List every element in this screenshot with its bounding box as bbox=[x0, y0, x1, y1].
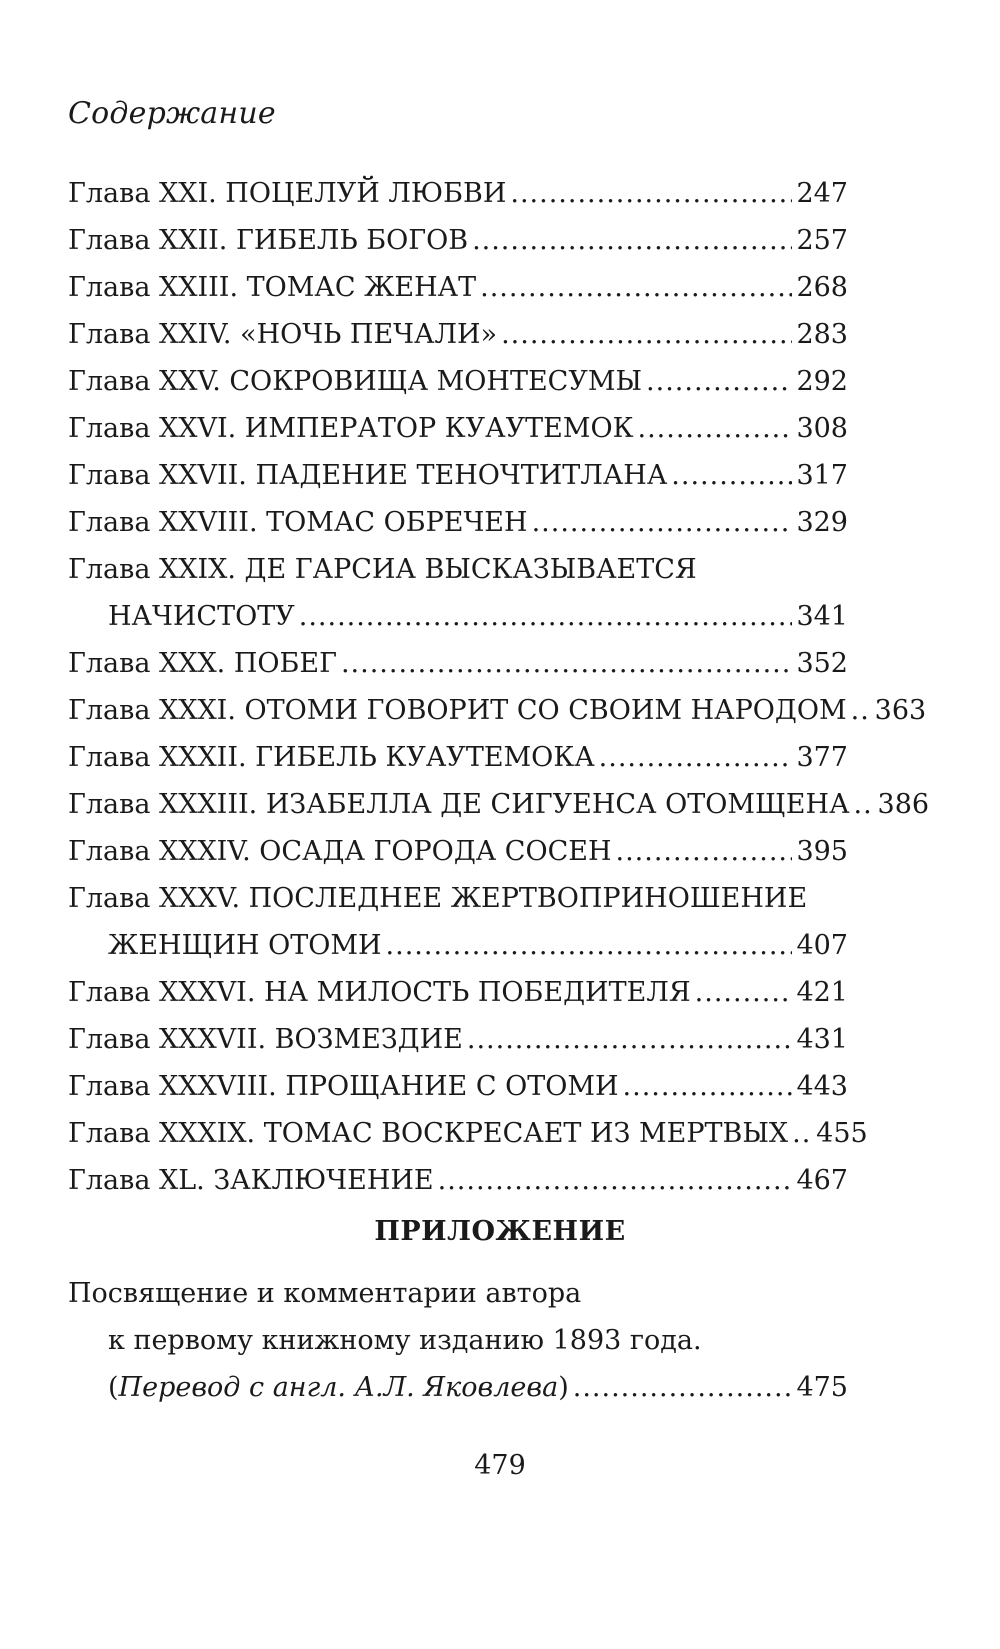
toc-entry bbox=[68, 781, 930, 828]
dot-leader bbox=[341, 640, 793, 687]
toc-entry-title: Глава XXXVIII. ПРОЩАНИЕ С ОТОМИ bbox=[68, 1071, 619, 1102]
table-of-contents bbox=[68, 170, 930, 1204]
appendix-paren-open: ( bbox=[108, 1372, 119, 1403]
toc-entry-title: Глава XXX. ПОБЕГ bbox=[68, 648, 337, 679]
toc-entry-title: Глава XXVII. ПАДЕНИЕ ТЕНОЧТИТЛАНА bbox=[68, 460, 668, 491]
appendix-heading: ПРИЛОЖЕНИЕ bbox=[374, 1216, 626, 1247]
dot-leader bbox=[480, 264, 792, 311]
appendix-paren-close: ) bbox=[558, 1372, 569, 1403]
toc-entry-page: 386 bbox=[877, 789, 930, 820]
toc-entry-page: 292 bbox=[796, 366, 848, 397]
toc-entry-title: Глава XXXVII. ВОЗМЕЗДИЕ bbox=[68, 1024, 463, 1055]
dot-leader bbox=[438, 1157, 793, 1204]
toc-entry bbox=[68, 1110, 868, 1157]
dot-leader bbox=[467, 1016, 793, 1063]
toc-entry bbox=[68, 452, 848, 499]
toc-entry-title: Глава XXXVI. НА МИЛОСТЬ ПОБЕДИТЕЛЯ bbox=[68, 977, 691, 1008]
dot-leader bbox=[638, 405, 793, 452]
dot-leader bbox=[599, 734, 793, 781]
toc-entry bbox=[68, 311, 848, 358]
dot-leader bbox=[573, 1364, 793, 1411]
toc-entry-title: Глава XXXII. ГИБЕЛЬ КУАУТЕМОКА bbox=[68, 742, 595, 773]
dot-leader bbox=[792, 1110, 812, 1157]
toc-entry-page: 443 bbox=[796, 1071, 848, 1102]
dot-leader bbox=[854, 781, 874, 828]
toc-entry-title-continued: НАЧИСТОТУ bbox=[108, 601, 295, 632]
toc-entry-title: Глава XXI. ПОЦЕЛУЙ ЛЮБВИ bbox=[68, 178, 507, 209]
toc-entry-title: Глава XXII. ГИБЕЛЬ БОГОВ bbox=[68, 225, 469, 256]
toc-entry bbox=[68, 687, 927, 734]
toc-entry-title: Глава XXXV. ПОСЛЕДНЕЕ ЖЕРТВОПРИНОШЕНИЕ bbox=[68, 883, 808, 914]
dot-leader bbox=[532, 499, 793, 546]
toc-entry bbox=[68, 170, 848, 217]
dot-leader bbox=[510, 170, 792, 217]
toc-entry bbox=[68, 499, 848, 546]
toc-entry-page: 257 bbox=[796, 225, 848, 256]
dot-leader bbox=[501, 311, 792, 358]
toc-entry-page: 268 bbox=[796, 272, 848, 303]
toc-entry-page: 308 bbox=[796, 413, 848, 444]
toc-entry bbox=[68, 217, 848, 264]
toc-entry-title: Глава XXXI. ОТОМИ ГОВОРИТ СО СВОИМ НАРОДОМ bbox=[68, 695, 847, 726]
toc-entry-page: 431 bbox=[796, 1024, 848, 1055]
toc-entry bbox=[68, 734, 848, 781]
appendix-line-3 bbox=[68, 1364, 848, 1411]
toc-entry-page: 377 bbox=[796, 742, 848, 773]
toc-entry-page: 395 bbox=[796, 836, 848, 867]
dot-leader bbox=[299, 593, 793, 640]
toc-entry bbox=[68, 1016, 848, 1063]
appendix-entry bbox=[68, 1270, 848, 1411]
toc-entry-title: Глава XXIX. ДЕ ГАРСИА ВЫСКАЗЫВАЕТСЯ bbox=[68, 554, 697, 585]
toc-entry bbox=[68, 1063, 848, 1110]
toc-entry bbox=[68, 546, 848, 640]
toc-entry bbox=[68, 875, 848, 969]
appendix-line-2: к первому книжному изданию 1893 года. bbox=[108, 1325, 702, 1356]
toc-entry-title-continued: ЖЕНЩИН ОТОМИ bbox=[108, 930, 382, 961]
toc-entry-page: 352 bbox=[796, 648, 848, 679]
toc-entry-page: 467 bbox=[796, 1165, 848, 1196]
dot-leader bbox=[646, 358, 792, 405]
toc-entry-page: 329 bbox=[796, 507, 848, 538]
toc-entry bbox=[68, 264, 848, 311]
dot-leader bbox=[695, 969, 793, 1016]
toc-entry-title: Глава XXVIII. ТОМАС ОБРЕЧЕН bbox=[68, 507, 528, 538]
dot-leader bbox=[671, 452, 792, 499]
appendix-line-1: Посвящение и комментарии автора bbox=[68, 1278, 582, 1309]
toc-entry-page: 341 bbox=[796, 601, 848, 632]
toc-entry-page: 407 bbox=[796, 930, 848, 961]
dot-leader bbox=[472, 217, 792, 264]
toc-entry bbox=[68, 1157, 848, 1204]
toc-entry-page: 421 bbox=[796, 977, 848, 1008]
toc-entry-title: Глава XL. ЗАКЛЮЧЕНИЕ bbox=[68, 1165, 434, 1196]
toc-entry-page: 363 bbox=[874, 695, 927, 726]
toc-entry-page: 317 bbox=[796, 460, 848, 491]
toc-entry-title: Глава XXXIII. ИЗАБЕЛЛА ДЕ СИГУЕНСА ОТОМЩЕНА bbox=[68, 789, 850, 820]
toc-entry-title: Глава XXXIV. ОСАДА ГОРОДА СОСЕН bbox=[68, 836, 612, 867]
toc-entry bbox=[68, 405, 848, 452]
toc-entry bbox=[68, 358, 848, 405]
toc-entry-title: Глава XXV. СОКРОВИЩА МОНТЕСУМЫ bbox=[68, 366, 643, 397]
dot-leader bbox=[386, 922, 793, 969]
toc-entry bbox=[68, 969, 848, 1016]
dot-leader bbox=[851, 687, 871, 734]
toc-entry-page: 247 bbox=[796, 178, 848, 209]
toc-entry bbox=[68, 828, 848, 875]
page-header: Содержание bbox=[68, 96, 276, 131]
toc-entry-page: 283 bbox=[796, 319, 848, 350]
toc-entry-title: Глава XXIV. «НОЧЬ ПЕЧАЛИ» bbox=[68, 319, 498, 350]
toc-entry-title: Глава XXVI. ИМПЕРАТОР КУАУТЕМОК bbox=[68, 413, 634, 444]
toc-entry-title: Глава XXXIX. ТОМАС ВОСКРЕСАЕТ ИЗ МЕРТВЫХ bbox=[68, 1118, 789, 1149]
page-number: 479 bbox=[474, 1450, 526, 1481]
toc-entry-title: Глава XXIII. ТОМАС ЖЕНАТ bbox=[68, 272, 477, 303]
dot-leader bbox=[623, 1063, 793, 1110]
toc-entry-page: 455 bbox=[816, 1118, 868, 1149]
toc-entry bbox=[68, 640, 848, 687]
dot-leader bbox=[616, 828, 793, 875]
appendix-page-number: 475 bbox=[796, 1372, 848, 1403]
appendix-translator-note: Перевод с англ. А.Л. Яковлева bbox=[118, 1372, 559, 1403]
